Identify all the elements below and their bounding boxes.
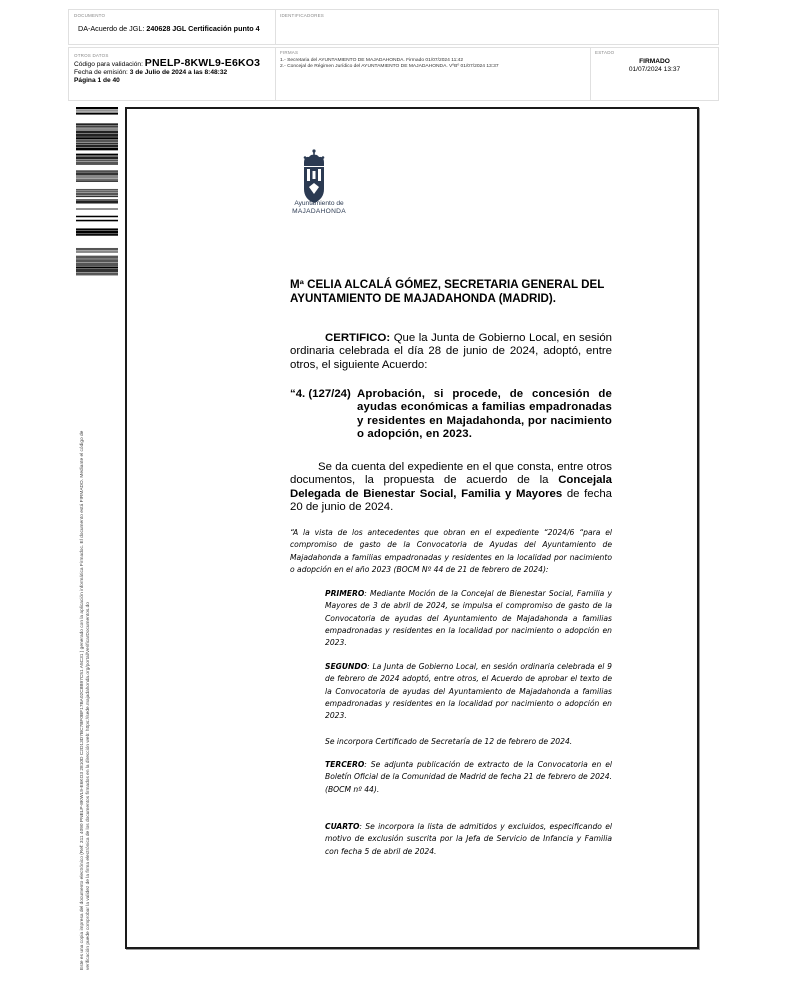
status-badge: FIRMADO: [639, 58, 670, 65]
section-segundo: [325, 661, 612, 722]
section-text: : Mediante Moción de la Concejal de Bienestar Social, Familia y Mayores de 3 de abril de 2024, se impulsa el compromiso de gasto de la Convocatoria de ayudas del Ayuntamiento de Majadahonda a familias empadronadas y residentes en la localidad por nacimiento o adopción en 2023.: [325, 589, 612, 648]
otros-datos-label: OTROS DATOS: [74, 53, 109, 58]
section-certificado: [325, 736, 612, 748]
documento-box: [68, 9, 276, 45]
verification-notice-line1: Este es una copia impresa del documento electrónico (Ref: 311 4090 PNELP-8KWL9-E6KO3 2810D C2D13D7BC7BF0BF17BA02C8B97C51 A5C31 ) generado con la aplicación informática Firmadoc. El documento está FIRMADO. Mediante el código de: [80, 430, 85, 970]
section-label: SEGUNDO: [325, 662, 368, 671]
section-text: Se incorpora Certificado de Secretaría de 12 de febrero de 2024.: [325, 737, 573, 746]
identificadores-label: IDENTIFICADORES: [280, 13, 325, 18]
logo-line2: MAJADAHONDA: [292, 207, 346, 215]
estado-body: [591, 58, 718, 74]
agreement-item: [290, 388, 612, 442]
otros-datos-body: [74, 59, 260, 85]
firma-item: 2.- Concejal de Régimen Jurídico del AYUNTAMIENTO DE MAJADAHONDA. VºBº 01/07/2024 13:37: [280, 64, 499, 70]
logo-line1: Ayuntamiento de: [294, 200, 344, 207]
section-label: PRIMERO: [325, 589, 365, 598]
emission-date-label: Fecha de emisión:: [74, 69, 130, 76]
status-date: 01/07/2024 13:37: [628, 66, 681, 73]
document-title: [78, 24, 268, 33]
certifier-heading: Mª CELIA ALCALÁ GÓMEZ, SECRETARIA GENERAL DEL AYUNTAMIENTO DE MAJADAHONDA (MADRID).: [290, 278, 605, 305]
validation-code-label: Código para validación:: [74, 61, 145, 68]
agreement-number: “4. (127/24): [290, 388, 351, 400]
otros-datos-box: [68, 47, 276, 101]
firmas-box: [275, 47, 591, 101]
firmas-list: [280, 58, 499, 70]
section-text: : Se adjunta publicación de extracto de la Convocatoria en el Boletín Oficial de la Comunidad de Madrid de fecha 21 de febrero de 2024. (BOCM nº 44).: [325, 760, 612, 794]
document-title-prefix: DA-Acuerdo de JGL:: [78, 24, 147, 33]
identificadores-box: [275, 9, 719, 45]
section-cuarto: [325, 821, 612, 858]
documento-label: DOCUMENTO: [74, 13, 106, 18]
section-label: TERCERO: [325, 760, 365, 769]
document-page: [125, 107, 699, 949]
emission-date-row: [74, 69, 260, 77]
verification-notice: [80, 300, 92, 970]
section-label: CUARTO: [325, 822, 360, 831]
quoted-antecedents: “A la vista de los antecedentes que obran en el expediente “2024/6 “para el compromiso de gasto de la Convocatoria de Ayudas del Ayuntamiento de Majadahonda a familias empadronadas y residentes en la localidad por nacimiento o adopción en el año 2023 (BOCM Nº 44 de 21 de febrero de 2024):: [290, 528, 612, 574]
logo-text: [279, 200, 359, 215]
section-tercero: [325, 759, 612, 796]
section-text: : Se incorpora la lista de admitidos y excluidos, especificando el motivo de exclusión suscrita por la Jefa de Servicio de Infancia y Familia con fecha 5 de abril de 2024.: [325, 822, 612, 856]
firmas-label: FIRMAS: [280, 50, 299, 55]
validation-code[interactable]: PNELP-8KWL9-E6KO3: [144, 57, 261, 69]
estado-label: ESTADO: [595, 50, 615, 55]
document-title-bold: 240628 JGL Certificación punto 4: [146, 24, 260, 33]
section-primero: [325, 588, 612, 649]
certifico-label: CERTIFICO:: [325, 332, 391, 344]
verification-notice-line2: verificación puede comprobar la validez de la firma electrónica de los documentos firmados en la dirección web: https://sede.majadahonda.org/portal/VerificarDocumentos.do: [86, 602, 91, 970]
page-count-text: Página 1 de 40: [74, 77, 120, 84]
firma-item: 1.- Secretaria del AYUNTAMIENTO DE MAJADAHONDA. Firmado 01/07/2024 11:42: [280, 58, 464, 63]
cuenta-paragraph: [290, 461, 612, 515]
agreement-title: Aprobación, si procede, de concesión de ayudas económicas a familias empadronadas y residentes en Majadahonda, por nacimiento o adopción, en 2023.: [357, 388, 612, 441]
emission-date: 3 de Julio de 2024 a las 8:48:32: [129, 69, 228, 76]
cuenta-bold: Concejala Delegada de Bienestar Social, Familia y Mayores: [290, 474, 612, 500]
certifico-text: Que la Junta de Gobierno Local, en sesión ordinaria celebrada el día 28 de junio de 2024, adoptó, entre otros, el siguiente Acuerdo:: [290, 332, 612, 371]
validation-code-row: [74, 59, 260, 69]
page-count: [74, 77, 260, 85]
cuenta-text-2: de fecha 20 de junio de 2024.: [290, 487, 612, 514]
cuenta-text-1: Se da cuenta del expediente en el que consta, entre otros documentos, la propuesta de acuerdo de la: [290, 461, 612, 487]
estado-box: [590, 47, 719, 101]
section-text: : La Junta de Gobierno Local, en sesión ordinaria celebrada el 9 de febrero de 2024 adoptó, entre otros, el Acuerdo de aprobar el texto de la Convocatoria de ayudas del Ayuntamiento de Majadahonda a familias empadronadas y residentes en la localidad por nacimiento o adopción en 2023.: [325, 662, 612, 721]
certifico-paragraph: [290, 332, 612, 372]
barcode-icon: [76, 107, 118, 276]
